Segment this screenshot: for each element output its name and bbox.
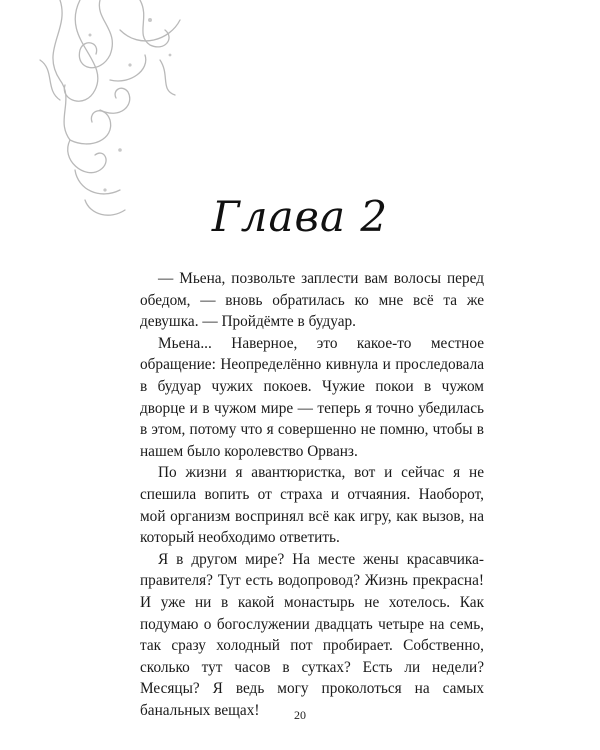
chapter-body	[140, 268, 484, 721]
paragraph: Я в другом мире? На месте жены красавчика-правителя? Тут есть водопровод? Жизнь прекрасна! И уже ни в какой монастырь не хотелось. Как подумаю о богослужении двадцать четыре на семь, так сразу холодный пот пробирает. Собственно, сколько тут часов в сутках? Есть ли недели? Месяцы? Я ведь могу проколоться на самых банальных вещах!	[140, 550, 484, 719]
paragraph: — Мьена, позвольте заплести вам волосы перед обедом, — вновь обратилась ко мне всё та же девушка. — Пройдёмте в будуар.	[140, 270, 484, 331]
paragraph: Мьена... Наверное, это какое-то местное обращение: Неопределённо кивнула и проследовала в будуар чужих покоев. Чужие покои в чужом дворце и в чужом мире — теперь я точно убедилась в этом, потому что я совершенно не помню, чтобы в нашем было королевство Орванз.	[140, 334, 484, 460]
paragraph: По жизни я авантюристка, вот и сейчас я не спешила вопить от страха и отчаяния. Наоборот, мой организм воспринял всё как игру, как вызов, на который необходимо ответить.	[140, 464, 484, 547]
chapter-title: Глава 2	[211, 192, 389, 241]
page-number: 20	[294, 708, 306, 722]
